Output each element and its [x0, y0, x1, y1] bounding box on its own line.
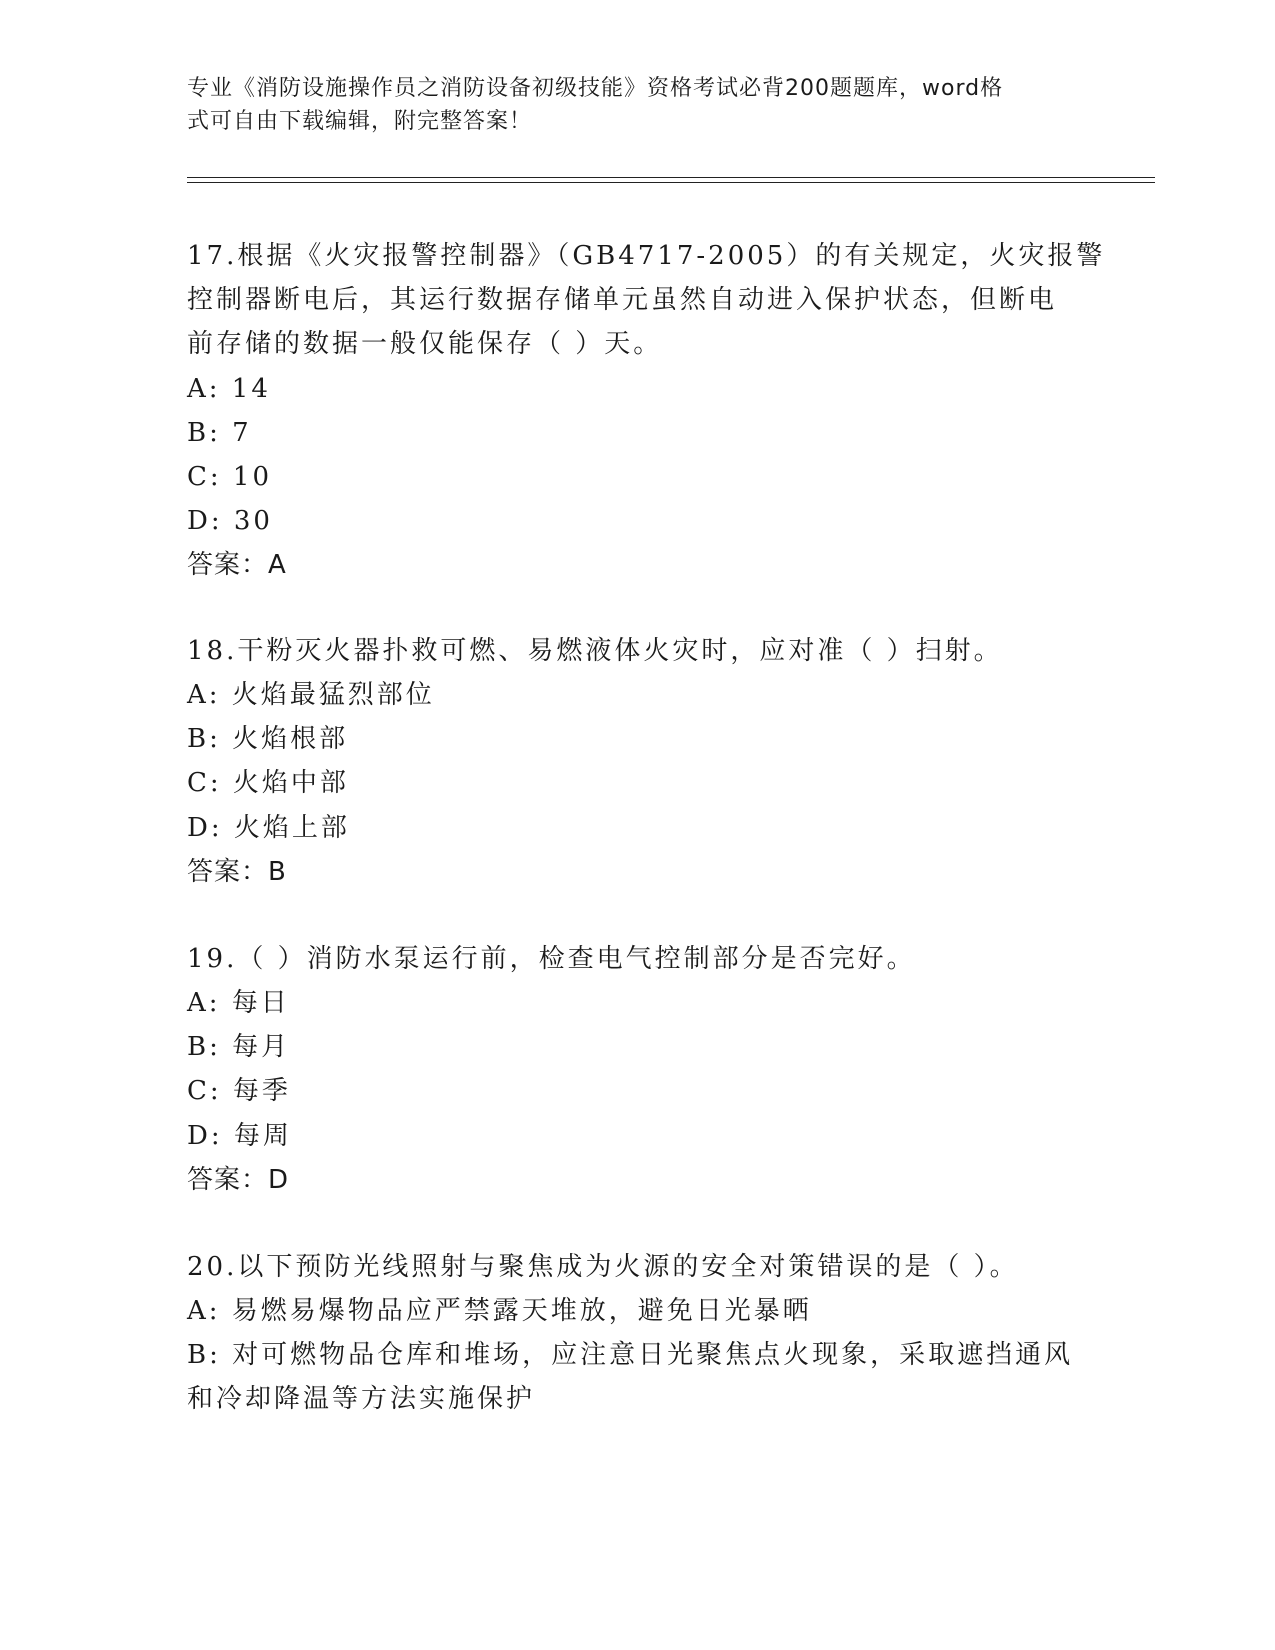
- question-17-option-d: D: 30: [187, 506, 273, 536]
- question-20-stem-line-1: 20.以下预防光线照射与聚焦成为火源的安全对策错误的是（ ）。: [187, 1252, 1019, 1282]
- question-19-option-c: C: 每季: [187, 1076, 291, 1106]
- header-divider-bottom: [187, 182, 1155, 183]
- question-17-stem-line-3: 前存储的数据一般仅能保存（ ）天。: [187, 329, 663, 359]
- question-18-stem-line-1: 18.干粉灭火器扑救可燃、易燃液体火灾时，应对准（ ）扫射。: [187, 636, 1003, 666]
- question-19-answer: 答案：D: [187, 1165, 290, 1195]
- question-20-option-b-continued: 和冷却降温等方法实施保护: [187, 1384, 536, 1414]
- question-17-option-b: B: 7: [187, 418, 252, 448]
- question-18-option-d: D: 火焰上部: [187, 813, 350, 843]
- question-20-option-a: A: 易燃易爆物品应严禁露天堆放，避免日光暴晒: [187, 1296, 812, 1326]
- question-18-answer: 答案：B: [187, 857, 287, 887]
- document-header: [187, 72, 1067, 138]
- question-17-answer: 答案：A: [187, 550, 287, 580]
- question-17-stem-line-1: 17.根据《火灾报警控制器》（GB4717-2005）的有关规定，火灾报警: [187, 241, 1106, 271]
- question-17-option-c: C: 10: [187, 462, 273, 492]
- header-line-2: 式可自由下载编辑，附完整答案！: [187, 109, 533, 134]
- question-19-option-a: A: 每日: [187, 988, 290, 1018]
- question-18-option-a: A: 火焰最猛烈部位: [187, 680, 435, 710]
- question-18-option-c: C: 火焰中部: [187, 768, 349, 798]
- question-20-option-b: B: 对可燃物品仓库和堆场，应注意日光聚焦点火现象，采取遮挡通风: [187, 1340, 1074, 1370]
- header-line-1: 专业《消防设施操作员之消防设备初级技能》资格考试必背200题题库，word格: [187, 76, 1004, 101]
- question-19-option-b: B: 每月: [187, 1032, 291, 1062]
- header-divider-top: [187, 177, 1155, 178]
- question-17-stem-line-2: 控制器断电后，其运行数据存储单元虽然自动进入保护状态，但断电: [187, 285, 1058, 315]
- question-18-option-b: B: 火焰根部: [187, 724, 349, 754]
- question-19-option-d: D: 每周: [187, 1121, 292, 1151]
- question-17-option-a: A: 14: [187, 374, 271, 404]
- question-19-stem-line-1: 19.（ ）消防水泵运行前，检查电气控制部分是否完好。: [187, 944, 916, 974]
